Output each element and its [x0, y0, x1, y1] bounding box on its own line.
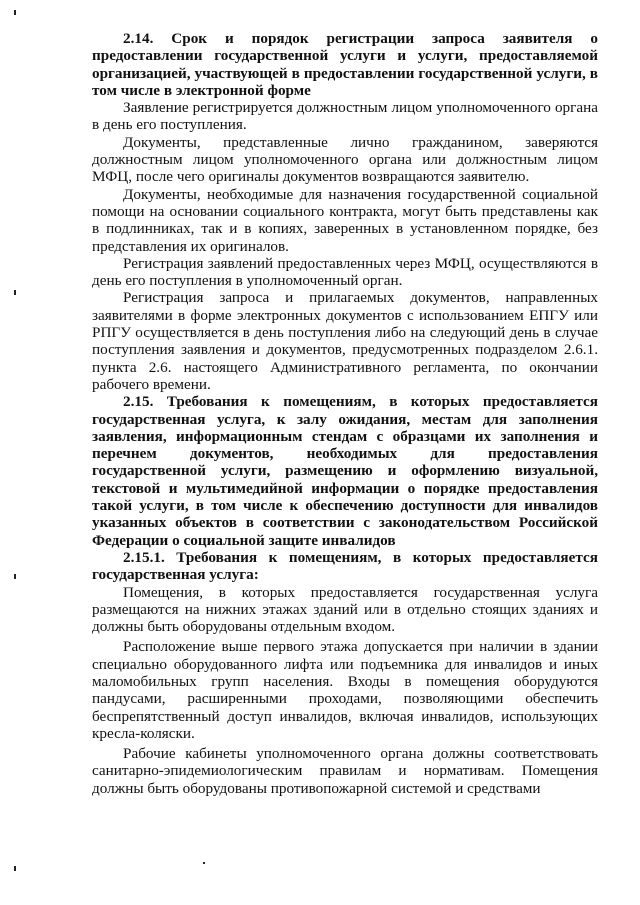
paragraph: Регистрация заявлений предоставленных через МФЦ, осуществляются в день его поступления в уполномоченный орган. [92, 254, 598, 290]
scan-margin-mark [14, 10, 16, 15]
paragraph: Регистрация запроса и прилагаемых документов, направленных заявителями в форме электронных документов с использованием ЕПГУ или РПГУ осуществляется в день поступления либо на следующий день в случае поступления заявления и документов, предусмотренных подразделом 2.6.1. пункта 2.6. настоящего Административного регламента, по окончании рабочего времени. [92, 289, 598, 393]
document-body [92, 30, 598, 797]
section-2-15-heading: 2.15. Требования к помещениям, в которых предоставляется государственная услуга, к залу ожидания, местам для заполнения заявления, информационным стендам с образцами их заполнения и перечнем документов, необходимых для предоставления государственной услуги, размещению и оформлению визуальной, текстовой и мультимедийной информации о порядке предоставления такой услуги, в том числе к обеспечению доступности для инвалидов указанных объектов в соответствии с законодательством Российской Федерации о социальной защите инвалидов [92, 393, 598, 549]
section-2-14-heading: 2.14. Срок и порядок регистрации запроса заявителя о предоставлении государственной услуги и услуги, предоставляемой организацией, участвующей в предоставлении государственной услуги, в том числе в электронной форме [92, 30, 598, 99]
paragraph: Расположение выше первого этажа допускается при наличии в здании специально оборудованного лифта или подъемника для инвалидов и иных маломобильных групп населения. Входы в помещения оборудуются пандусами, расширенными проходами, позволяющими обеспечить беспрепятственный доступ инвалидов, включая инвалидов, использующих кресла-коляски. [92, 638, 598, 742]
paragraph: Рабочие кабинеты уполномоченного органа должны соответствовать санитарно-эпидемиологическим правилам и нормативам. Помещения должны быть оборудованы противопожарной системой и средствами [92, 745, 598, 797]
scan-dot [203, 862, 205, 864]
paragraph: Помещения, в которых предоставляется государственная услуга размещаются на нижних этажах зданий или в отдельно стоящих зданиях и должны быть оборудованы отдельным входом. [92, 583, 598, 636]
scan-margin-mark [14, 574, 16, 579]
scan-margin-mark [14, 290, 16, 295]
paragraph: Документы, представленные лично гражданином, заверяются должностным лицом уполномоченного органа или должностным лицом МФЦ, после чего оригиналы документов возвращаются заявителю. [92, 133, 598, 186]
paragraph: Заявление регистрируется должностным лицом уполномоченного органа в день его поступления. [92, 99, 598, 134]
section-2-15-1-heading: 2.15.1. Требования к помещениям, в которых предоставляется государственная услуга: [92, 548, 598, 584]
scan-margin-mark [14, 866, 16, 871]
paragraph: Документы, необходимые для назначения государственной социальной помощи на основании социального контракта, могут быть представлены как в подлинниках, так и в копиях, заверенных в установленном порядке, без представления их оригиналов. [92, 185, 598, 255]
